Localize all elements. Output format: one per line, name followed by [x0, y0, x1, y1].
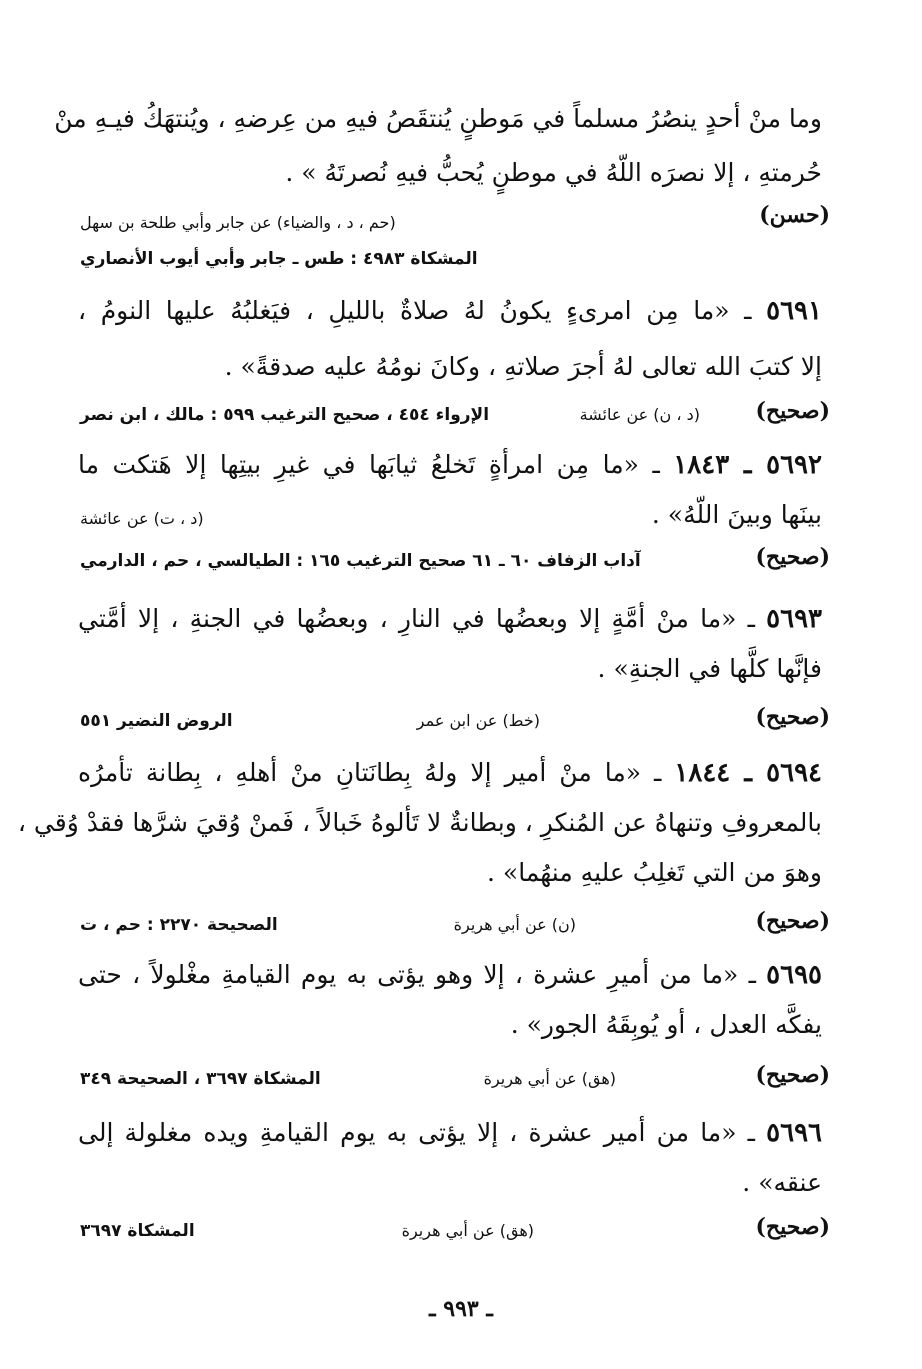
hadith-source: (حم ، د ، والضياء) عن جابر وأبي طلحة بن سهل: [80, 213, 396, 232]
hadith-number: ٥٦٩٣: [766, 604, 822, 634]
reference-line: المشكاة ٣٦٩٧ ، الصحيحة ٣٤٩: [80, 1069, 321, 1089]
hadith-grade: (حسن): [759, 202, 830, 228]
hadith-text: ـ «ما من أمير عشرة ، إلا يؤتى به يوم القيامةِ ويده مغلولة إلى: [78, 1118, 755, 1147]
text-line: بالمعروفِ وتنهاهُ عن المُنكرِ ، وبطانةٌ لا تَألوهُ خَبالاً ، فَمنْ وُقيَ شرَّها فقدْ وُقي ،: [17, 808, 822, 837]
hadith-number: ٥٦٩٥: [766, 960, 822, 990]
hadith-text: ـ «ما منْ أمَّةٍ إلا وبعضُها في النارِ ، وبعضُها في الجنةِ ، إلا أمَّتي: [78, 604, 755, 633]
reference-line: المشكاة ٣٦٩٧: [80, 1221, 195, 1241]
hadith-text: ـ «ما من أميرِ عشرة ، إلا وهو يؤتى به يوم القيامةِ مغْلولاً ، حتى: [78, 960, 756, 989]
text-line: إلا كتبَ الله تعالى لهُ أجرَ صلاتهِ ، وكانَ نومُهُ عليه صدقةً» .: [224, 352, 822, 381]
hadith-number: ٥٦٩٦: [766, 1118, 822, 1148]
page-number: ـ ٩٩٣ ـ: [429, 1296, 493, 1322]
hadith-grade: (صحيح): [755, 544, 830, 570]
hadith-grade: (صحيح): [755, 704, 830, 730]
text-line: يفكَّه العدل ، أو يُوبِقَهُ الجور» .: [510, 1010, 822, 1039]
reference-line: آداب الزفاف ٦٠ ـ ٦١ صحيح الترغيب ١٦٥ : الطيالسي ، حم ، الدارمي: [80, 551, 641, 571]
hadith-number: ٥٦٩٤ ـ ١٨٤٤: [674, 758, 822, 788]
hadith-5692-line1: [78, 448, 822, 482]
hadith-source: (هق) عن أبي هريرة: [401, 1221, 534, 1240]
hadith-5696-line1: [78, 1116, 822, 1150]
text-line: حُرمتهِ ، إلا نصرَه اللّهُ في موطنٍ يُحبُّ فيهِ نُصرتَهُ » .: [285, 158, 822, 187]
hadith-number: ٥٦٩٢ ـ ١٨٤٣: [673, 450, 822, 480]
text-line: عنقه» .: [742, 1168, 822, 1197]
hadith-5695-line1: [78, 958, 822, 992]
text-line: وما منْ أحدٍ ينصُرُ مسلماً في مَوطنٍ يُنتقَصُ فيهِ من عِرضهِ ، ويُنتهَكُ فيـهِ منْ: [54, 104, 822, 133]
reference-line: الروض النضير ٥٥١: [80, 711, 233, 731]
hadith-5691-line1: [78, 294, 822, 328]
hadith-source: (ن) عن أبي هريرة: [453, 915, 576, 934]
hadith-5693-line1: [78, 602, 822, 636]
hadith-grade: (صحيح): [755, 1214, 830, 1240]
hadith-5694-line1: [78, 756, 822, 790]
hadith-source: (د ، ن) عن عائشة: [579, 405, 700, 424]
hadith-source: (د ، ت) عن عائشة: [80, 509, 204, 528]
hadith-grade: (صحيح): [755, 398, 830, 424]
hadith-text: ـ «ما مِن امرىءٍ يكونُ لهُ صلاةٌ بالليلِ ، فيَغلبُهُ عليها النومُ ،: [78, 296, 752, 325]
hadith-number: ٥٦٩١: [766, 296, 822, 326]
reference-line: الصحيحة ٢٢٧٠ : حم ، ت: [80, 915, 278, 935]
hadith-text: ـ «ما مِن امرأةٍ تَخلعُ ثيابَها في غيرِ بيتِها إلا هَتكت ما: [78, 450, 660, 479]
hadith-source: (هق) عن أبي هريرة: [483, 1069, 616, 1088]
reference-line: الإرواء ٤٥٤ ، صحيح الترغيب ٥٩٩ : مالك ، ابن نصر: [80, 405, 490, 425]
hadith-grade: (صحيح): [755, 1062, 830, 1088]
hadith-grade: (صحيح): [755, 908, 830, 934]
hadith-text: ـ «ما منْ أمير إلا ولهُ بِطانَتانِ منْ أهلهِ ، بِطانة تأمرُه: [78, 758, 662, 787]
text-line: وهوَ من التي تَغلِبُ عليهِ منهُما» .: [487, 858, 822, 887]
hadith-source: (خط) عن ابن عمر: [416, 711, 540, 730]
text-line: فإنَّها كلَّها في الجنةِ» .: [597, 654, 822, 683]
text-line: بينَها وبينَ اللّهُ» .: [651, 500, 822, 529]
reference-line: المشكاة ٤٩٨٣ : طس ـ جابر وأبي أيوب الأنصاري: [80, 249, 478, 269]
